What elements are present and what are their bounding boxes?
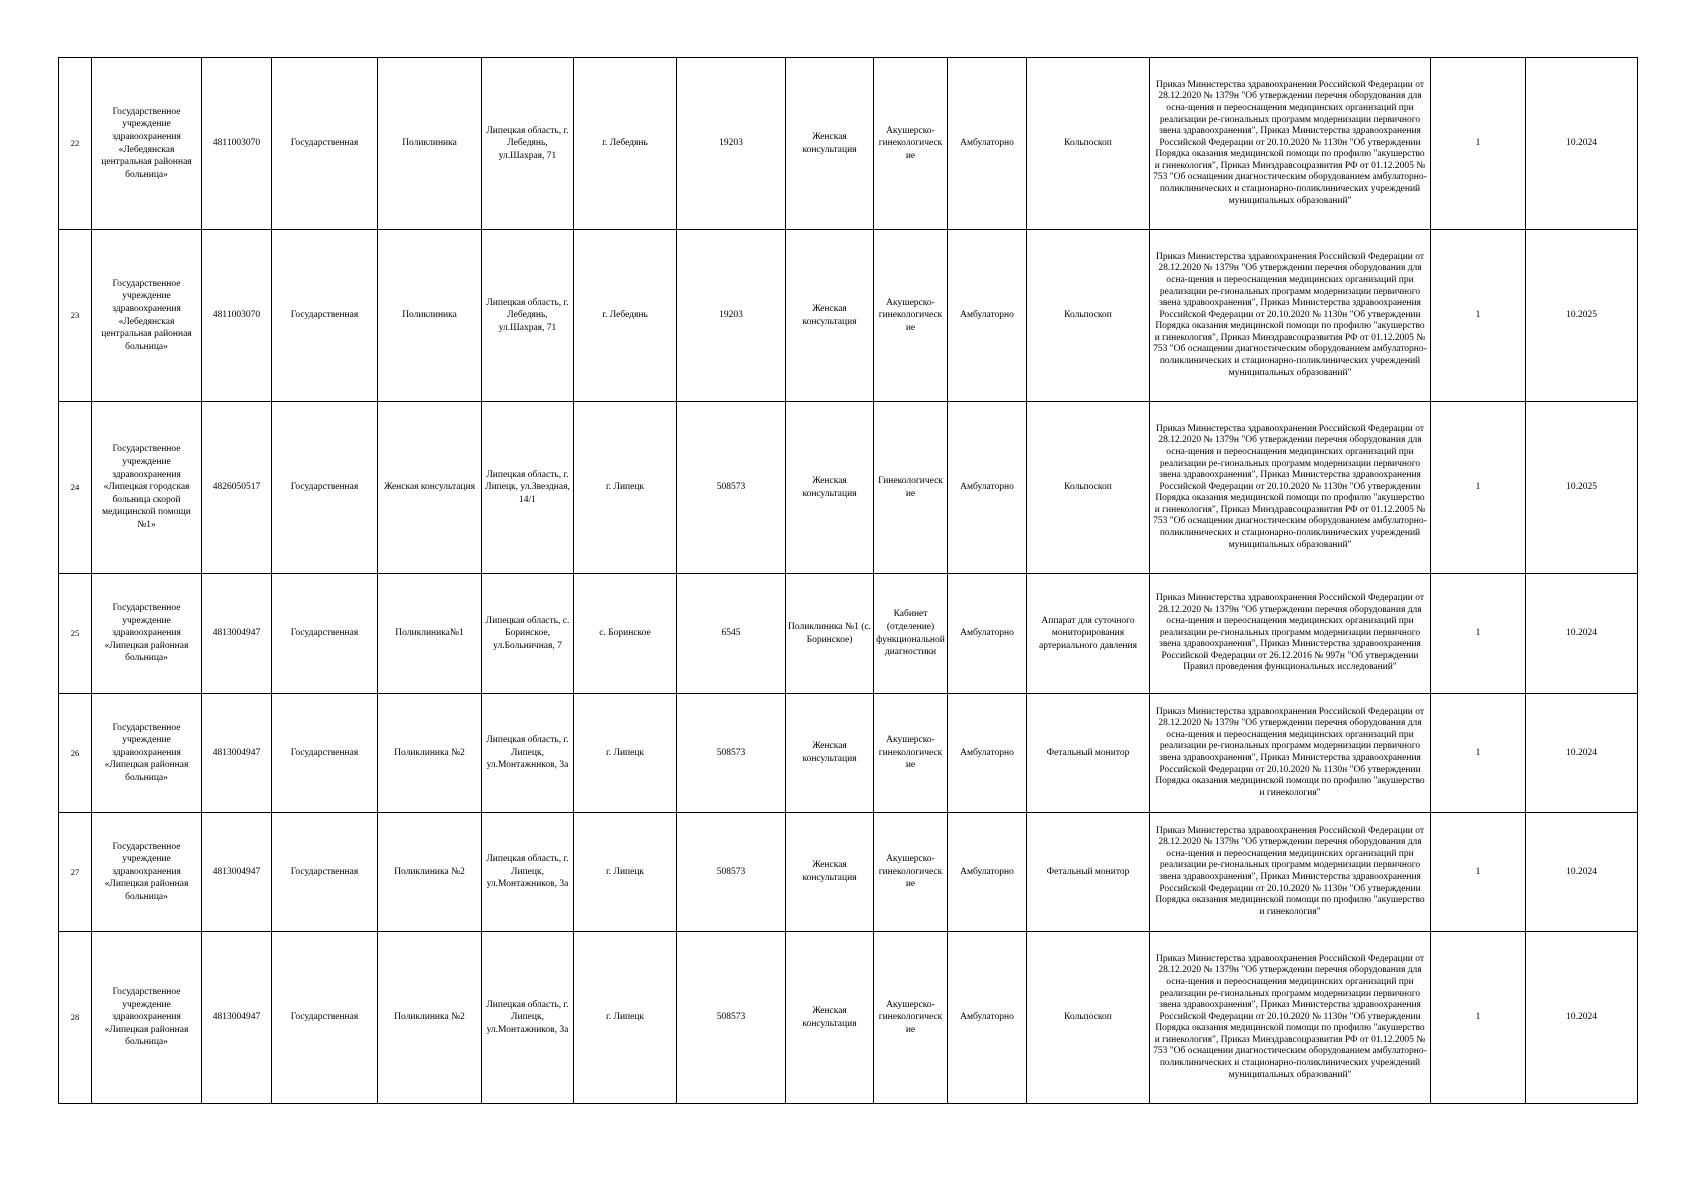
cell-date: 10.2025 <box>1526 230 1638 402</box>
cell-legal-basis: Приказ Министерства здравоохранения Российской Федерации от 28.12.2020 № 1379н "Об утверждении перечня оборудования для осна-щения и переоснащения медицинских организаций при реализации ре-гиональных программ модернизации первичного звена здравоохранения", Приказ Министерства здравоохранения Российской Федерации от 20.10.2020 № 1130н "Об утверждении Порядка оказания медицинской помощи по профилю "акушерство и гинекология", Приказ Минздравсоцразвития РФ от 01.12.2005 № 753 "Об оснащении диагностическим оборудованием амбулаторно-поликлинических и стационарно-поликлинических учреждений муниципальных образований" <box>1150 402 1431 574</box>
equipment-table <box>58 57 1638 1104</box>
cell-quantity: 1 <box>1431 58 1526 230</box>
cell-population: 19203 <box>677 230 786 402</box>
cell-ownership: Государственная <box>272 694 378 813</box>
cell-inn: 4813004947 <box>202 932 272 1104</box>
cell-cabinet: Гинекологическ ие <box>874 402 948 574</box>
cell-inn: 4813004947 <box>202 574 272 694</box>
cell-subunit: Поликлиника №1 (с. Боринское) <box>786 574 874 694</box>
cell-address: Липецкая область, г. Липецк, ул.Монтажников, 3а <box>482 813 574 932</box>
cell-inn: 4826050517 <box>202 402 272 574</box>
cell-population: 508573 <box>677 932 786 1104</box>
cell-organization: Государственное учреждение здравоохранения «Липецкая районная больница» <box>92 932 202 1104</box>
cell-locality: с. Боринское <box>574 574 677 694</box>
cell-quantity: 1 <box>1431 932 1526 1104</box>
cell-date: 10.2024 <box>1526 813 1638 932</box>
table-row <box>59 402 1638 574</box>
cell-cabinet: Акушерско-гинекологическ ие <box>874 813 948 932</box>
cell-subunit: Женская консультация <box>786 58 874 230</box>
table-row <box>59 813 1638 932</box>
cell-legal-basis: Приказ Министерства здравоохранения Российской Федерации от 28.12.2020 № 1379н "Об утверждении перечня оборудования для осна-щения и переоснащения медицинских организаций при реализации ре-гиональных программ модернизации первичного звена здравоохранения", Приказ Министерства здравоохранения Российской Федерации от 20.10.2020 № 1130н "Об утверждении Порядка оказания медицинской помощи по профилю "акушерство и гинекология", Приказ Минздравсоцразвития РФ от 01.12.2005 № 753 "Об оснащении диагностическим оборудованием амбулаторно-поликлинических и стационарно-поликлинических учреждений муниципальных образований" <box>1150 230 1431 402</box>
cell-subunit: Женская консультация <box>786 932 874 1104</box>
cell-legal-basis: Приказ Министерства здравоохранения Российской Федерации от 28.12.2020 № 1379н "Об утверждении перечня оборудования для осна-щения и переоснащения медицинских организаций при реализации ре-гиональных программ модернизации первичного звена здравоохранения", Приказ Министерства здравоохранения Российской Федерации от 20.10.2020 № 1130н "Об утверждении Порядка оказания медицинской помощи по профилю "акушерство и гинекология" <box>1150 813 1431 932</box>
cell-equipment: Фетальный монитор <box>1027 694 1150 813</box>
cell-locality: г. Липецк <box>574 932 677 1104</box>
cell-ownership: Государственная <box>272 58 378 230</box>
cell-care-form: Амбулаторно <box>948 932 1027 1104</box>
cell-locality: г. Липецк <box>574 813 677 932</box>
cell-legal-basis: Приказ Министерства здравоохранения Российской Федерации от 28.12.2020 № 1379н "Об утверждении перечня оборудования для осна-щения и переоснащения медицинских организаций при реализации ре-гиональных программ модернизации первичного звена здравоохранения", Приказ Министерства здравоохранения Российской Федерации от 20.10.2020 № 1130н "Об утверждении Порядка оказания медицинской помощи по профилю "акушерство и гинекология", Приказ Минздравсоцразвития РФ от 01.12.2005 № 753 "Об оснащении диагностическим оборудованием амбулаторно-поликлинических и стационарно-поликлинических учреждений муниципальных образований" <box>1150 932 1431 1104</box>
cell-equipment: Фетальный монитор <box>1027 813 1150 932</box>
cell-date: 10.2024 <box>1526 932 1638 1104</box>
cell-organization: Государственное учреждение здравоохранения «Липецкая районная больница» <box>92 694 202 813</box>
cell-unit: Женская консультация <box>378 402 482 574</box>
cell-organization: Государственное учреждение здравоохранения «Лебедянская центральная районная больница» <box>92 58 202 230</box>
table-row <box>59 574 1638 694</box>
cell-date: 10.2024 <box>1526 574 1638 694</box>
cell-equipment: Аппарат для суточного мониторирования артериального давления <box>1027 574 1150 694</box>
cell-ownership: Государственная <box>272 230 378 402</box>
cell-quantity: 1 <box>1431 813 1526 932</box>
cell-care-form: Амбулаторно <box>948 574 1027 694</box>
cell-quantity: 1 <box>1431 574 1526 694</box>
cell-address: Липецкая область, с. Боринское, ул.Больничная, 7 <box>482 574 574 694</box>
cell-population: 19203 <box>677 58 786 230</box>
cell-ownership: Государственная <box>272 813 378 932</box>
cell-locality: г. Лебедянь <box>574 58 677 230</box>
cell-row-number: 25 <box>59 574 92 694</box>
cell-quantity: 1 <box>1431 402 1526 574</box>
cell-cabinet: Акушерско-гинекологическ ие <box>874 694 948 813</box>
cell-equipment: Кольпоскоп <box>1027 230 1150 402</box>
cell-locality: г. Липецк <box>574 694 677 813</box>
cell-unit: Поликлиника№1 <box>378 574 482 694</box>
table-row <box>59 58 1638 230</box>
cell-ownership: Государственная <box>272 574 378 694</box>
cell-address: Липецкая область, г. Лебедянь, ул.Шахрая, 71 <box>482 58 574 230</box>
cell-subunit: Женская консультация <box>786 813 874 932</box>
cell-care-form: Амбулаторно <box>948 402 1027 574</box>
cell-legal-basis: Приказ Министерства здравоохранения Российской Федерации от 28.12.2020 № 1379н "Об утверждении перечня оборудования для осна-щения и переоснащения медицинских организаций при реализации ре-гиональных программ модернизации первичного звена здравоохранения", Приказ Министерства здравоохранения Российской Федерации от 20.10.2020 № 1130н "Об утверждении Порядка оказания медицинской помощи по профилю "акушерство и гинекология", Приказ Минздравсоцразвития РФ от 01.12.2005 № 753 "Об оснащении диагностическим оборудованием амбулаторно-поликлинических и стационарно-поликлинических учреждений муниципальных образований" <box>1150 58 1431 230</box>
cell-inn: 4813004947 <box>202 813 272 932</box>
cell-care-form: Амбулаторно <box>948 58 1027 230</box>
cell-address: Липецкая область, г. Липецк, ул.Монтажников, 3а <box>482 932 574 1104</box>
cell-unit: Поликлиника №2 <box>378 813 482 932</box>
cell-date: 10.2025 <box>1526 402 1638 574</box>
cell-inn: 4811003070 <box>202 230 272 402</box>
cell-address: Липецкая область, г. Лебедянь, ул.Шахрая, 71 <box>482 230 574 402</box>
cell-population: 508573 <box>677 813 786 932</box>
cell-cabinet: Кабинет (отделение) функциональной диагностики <box>874 574 948 694</box>
cell-care-form: Амбулаторно <box>948 694 1027 813</box>
cell-quantity: 1 <box>1431 230 1526 402</box>
cell-row-number: 28 <box>59 932 92 1104</box>
cell-locality: г. Лебедянь <box>574 230 677 402</box>
cell-quantity: 1 <box>1431 694 1526 813</box>
cell-cabinet: Акушерско-гинекологическ ие <box>874 932 948 1104</box>
cell-locality: г. Липецк <box>574 402 677 574</box>
cell-population: 508573 <box>677 402 786 574</box>
table-row <box>59 230 1638 402</box>
cell-unit: Поликлиника <box>378 58 482 230</box>
cell-population: 6545 <box>677 574 786 694</box>
cell-organization: Государственное учреждение здравоохранения «Липецкая районная больница» <box>92 574 202 694</box>
cell-row-number: 27 <box>59 813 92 932</box>
cell-care-form: Амбулаторно <box>948 813 1027 932</box>
cell-ownership: Государственная <box>272 402 378 574</box>
cell-ownership: Государственная <box>272 932 378 1104</box>
cell-address: Липецкая область, г. Липецк, ул.Звездная, 14/1 <box>482 402 574 574</box>
cell-organization: Государственное учреждение здравоохранения «Лебедянская центральная районная больница» <box>92 230 202 402</box>
cell-equipment: Кольпоскоп <box>1027 402 1150 574</box>
cell-equipment: Кольпоскоп <box>1027 58 1150 230</box>
cell-care-form: Амбулаторно <box>948 230 1027 402</box>
cell-row-number: 23 <box>59 230 92 402</box>
table-row <box>59 932 1638 1104</box>
cell-cabinet: Акушерско-гинекологическ ие <box>874 58 948 230</box>
cell-unit: Поликлиника <box>378 230 482 402</box>
cell-unit: Поликлиника №2 <box>378 694 482 813</box>
cell-row-number: 22 <box>59 58 92 230</box>
cell-subunit: Женская консультация <box>786 694 874 813</box>
cell-inn: 4811003070 <box>202 58 272 230</box>
cell-address: Липецкая область, г. Липецк, ул.Монтажников, 3а <box>482 694 574 813</box>
table-row <box>59 694 1638 813</box>
cell-inn: 4813004947 <box>202 694 272 813</box>
cell-organization: Государственное учреждение здравоохранения «Липецкая районная больница» <box>92 813 202 932</box>
cell-organization: Государственное учреждение здравоохранения «Липецкая городская больница скорой медицинской помощи №1» <box>92 402 202 574</box>
cell-legal-basis: Приказ Министерства здравоохранения Российской Федерации от 28.12.2020 № 1379н "Об утверждении перечня оборудования для осна-щения и переоснащения медицинских организаций при реализации ре-гиональных программ модернизации первичного звена здравоохранения", Приказ Министерства здравоохранения Российской Федерации от 26.12.2016 № 997н "Об утверждении Правил проведения функциональных исследований" <box>1150 574 1431 694</box>
cell-subunit: Женская консультация <box>786 402 874 574</box>
cell-date: 10.2024 <box>1526 694 1638 813</box>
cell-legal-basis: Приказ Министерства здравоохранения Российской Федерации от 28.12.2020 № 1379н "Об утверждении перечня оборудования для осна-щения и переоснащения медицинских организаций при реализации ре-гиональных программ модернизации первичного звена здравоохранения", Приказ Министерства здравоохранения Российской Федерации от 20.10.2020 № 1130н "Об утверждении Порядка оказания медицинской помощи по профилю "акушерство и гинекология" <box>1150 694 1431 813</box>
cell-row-number: 24 <box>59 402 92 574</box>
cell-row-number: 26 <box>59 694 92 813</box>
cell-population: 508573 <box>677 694 786 813</box>
cell-equipment: Кольпоскоп <box>1027 932 1150 1104</box>
cell-subunit: Женская консультация <box>786 230 874 402</box>
cell-date: 10.2024 <box>1526 58 1638 230</box>
cell-cabinet: Акушерско-гинекологическ ие <box>874 230 948 402</box>
cell-unit: Поликлиника №2 <box>378 932 482 1104</box>
